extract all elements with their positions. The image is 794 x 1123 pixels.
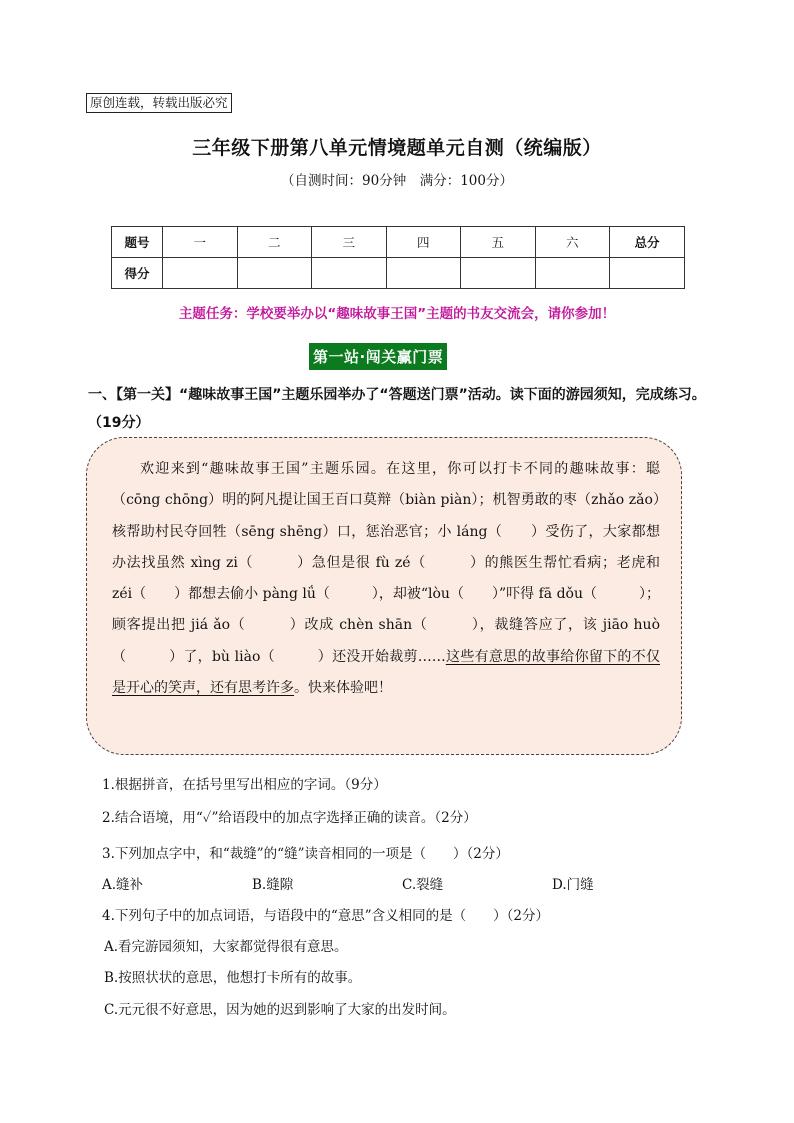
question-1-2: 2.结合语境，用“✓”给语段中的加点字选择正确的读音。（2分） (102, 810, 477, 826)
score-table-row-label: 题号 (112, 227, 163, 258)
copyright-stamp: 原创连载，转载出版必究 (86, 93, 232, 113)
option-c[interactable]: C.元元很不好意思，因为她的迟到影响了大家的出发时间。 (104, 1002, 456, 1018)
question-1-1: 1.根据拼音，在括号里写出相应的字词。（9分） (102, 777, 387, 793)
score-cell[interactable] (312, 258, 387, 289)
score-col-5: 五 (461, 227, 536, 258)
option-b[interactable]: B.缝隙 (252, 877, 294, 893)
score-table (111, 226, 685, 289)
option-a[interactable]: A.看完游园须知，大家都觉得很有意思。 (104, 939, 348, 955)
score-cell[interactable] (535, 258, 610, 289)
option-c[interactable]: C.裂缝 (402, 877, 444, 893)
question-1-4: 4.下列句子中的加点词语，与语段中的“意思”含义相同的是（ ）（2分） (102, 908, 550, 924)
question-1-instruction: 一、【第一关】“趣味故事王国”主题乐园举办了“答题送门票”活动。读下面的游园须知，完成练习。（19分） (88, 387, 706, 431)
passage (112, 454, 660, 704)
score-col-total: 总分 (610, 227, 685, 258)
option-d[interactable]: D.门缝 (552, 877, 594, 893)
score-col-1: 一 (163, 227, 238, 258)
score-col-4: 四 (386, 227, 461, 258)
passage-underlined: 这些有意思的故事给你留下的不仅是开心的笑声，还有思考许多 (112, 648, 660, 697)
passage-tail: 。快来体验吧！ (294, 680, 392, 697)
score-cell[interactable] (386, 258, 461, 289)
station-title: 第一站·闯关赢门票 (309, 343, 447, 370)
score-cell[interactable] (163, 258, 238, 289)
score-table-score-row (112, 258, 685, 289)
score-col-2: 二 (237, 227, 312, 258)
score-cell[interactable] (610, 258, 685, 289)
score-table-score-label: 得分 (112, 258, 163, 289)
score-cell[interactable] (237, 258, 312, 289)
score-col-6: 六 (535, 227, 610, 258)
question-1-3-options (102, 873, 702, 893)
passage-text: 欢迎来到“趣味故事王国”主题乐园。在这里，你可以打卡不同的趣味故事：聪（cōng chōng）明的阿凡提让国王百口莫辩（biàn piàn）；机智勇敢的枣（zhǎo zǎo）核帮助村民夺回牲（sēng shēng）口，惩治恶官；小 láng（ ）受伤了，大家都想办法找虽然 xìng zi（ ）急但是很 fù zé（ ）的熊医生帮忙看病；老虎和 zéi（ ）都想去偷小 pàng lǘ（ ），却被“lòu（ ）”吓得 fā dǒu（ ）；顾客提出把 jiá ǎo（ ）改成 chèn shān（ ），裁缝答应了，该 jiāo huò（ ）了，bù liào（ ）还没开始裁剪…… (112, 461, 660, 665)
page-title: 三年级下册第八单元情境题单元自测（统编版） (192, 137, 602, 159)
score-cell[interactable] (461, 258, 536, 289)
question-1-3: 3.下列加点字中，和“裁缝”的“缝”读音相同的一项是（ ）（2分） (102, 846, 509, 862)
option-a[interactable]: A.缝补 (102, 877, 144, 893)
theme-task: 主题任务：学校要举办以“趣味故事王国”主题的书友交流会，请你参加！ (178, 306, 616, 322)
page-subtitle: （自测时间：90分钟 满分：100分） (281, 173, 513, 189)
option-b[interactable]: B.按照状状的意思，他想打卡所有的故事。 (104, 970, 362, 986)
score-col-3: 三 (312, 227, 387, 258)
score-table-header-row (112, 227, 685, 258)
